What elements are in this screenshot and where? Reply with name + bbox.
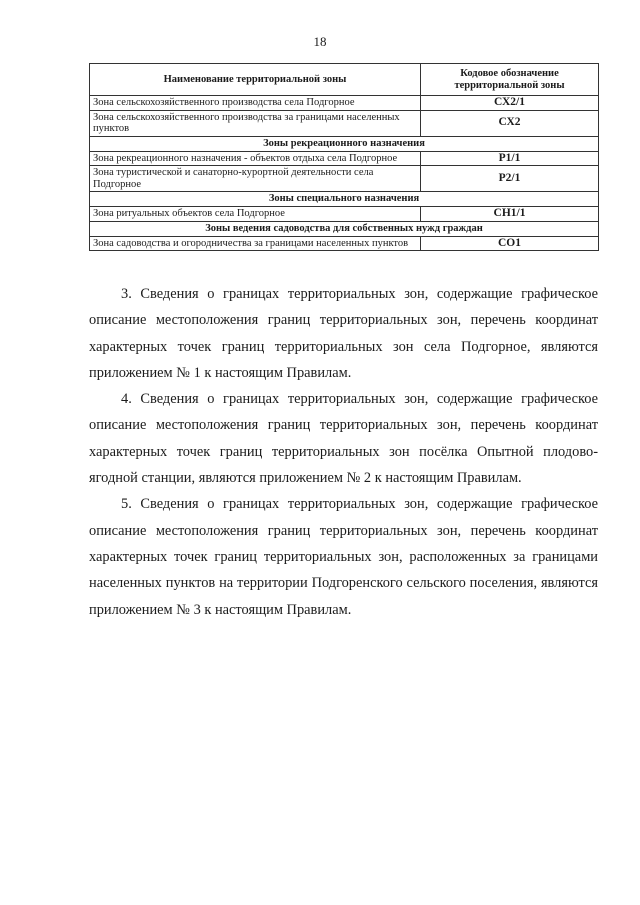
- zone-name: Зона садоводства и огородничества за границами населенных пунктов: [90, 236, 421, 251]
- paragraph-5: 5. Сведения о границах территориальных зон, содержащие графическое описание местоположения границ территориальных зон, перечень координат характерных точек границ территориальных зон, расположенных за границами населенных пунктов на территории Подгоренского сельского поселения, являются приложением № 3 к настоящим Правилам.: [89, 496, 598, 618]
- zone-code: СН1/1: [421, 207, 599, 222]
- table-section-row: [90, 221, 599, 236]
- table-row: [90, 110, 599, 136]
- table-section-row: [90, 136, 599, 151]
- page-number: 18: [313, 34, 327, 49]
- zone-name: Зона туристической и санаторно-курортной деятельности села Подгорное: [90, 166, 421, 192]
- section-title: Зоны ведения садоводства для собственных нужд граждан: [90, 221, 599, 236]
- paragraph-3: 3. Сведения о границах территориальных зон, содержащие графическое описание местоположения границ территориальных зон, перечень координат характерных точек границ территориальных зон села Подгорное, являются приложением № 1 к настоящим Правилам.: [89, 286, 598, 381]
- table-row: [90, 207, 599, 222]
- table-row: [90, 236, 599, 251]
- paragraph-4: 4. Сведения о границах территориальных зон, содержащие графическое описание местоположения границ территориальных зон, перечень координат характерных точек границ территориальных зон посёлка Опытной плодово-ягодной станции, являются приложением № 2 к настоящим Правилам.: [89, 391, 598, 487]
- table-row: [90, 166, 599, 192]
- zone-code: СХ2: [421, 110, 599, 136]
- zone-code: СХ2/1: [421, 96, 599, 111]
- body-text: [89, 281, 598, 623]
- column-header-name: Наименование территориальной зоны: [90, 64, 421, 96]
- zone-name: Зона сельскохозяйственного производства за границами населенных пунктов: [90, 110, 421, 136]
- section-title: Зоны рекреационного назначения: [90, 136, 599, 151]
- section-title: Зоны специального назначения: [90, 192, 599, 207]
- column-header-code: Кодовое обозначение территориальной зоны: [421, 64, 599, 96]
- table-section-row: [90, 192, 599, 207]
- zone-name: Зона рекреационного назначения - объектов отдыха села Подгорное: [90, 151, 421, 166]
- zone-code: Р2/1: [421, 166, 599, 192]
- table-header-row: [90, 64, 599, 96]
- zone-code: Р1/1: [421, 151, 599, 166]
- zone-name: Зона ритуальных объектов села Подгорное: [90, 207, 421, 222]
- table-row: [90, 96, 599, 111]
- table-row: [90, 151, 599, 166]
- zone-code: СО1: [421, 236, 599, 251]
- zone-name: Зона сельскохозяйственного производства села Подгорное: [90, 96, 421, 111]
- zones-table: [89, 63, 599, 251]
